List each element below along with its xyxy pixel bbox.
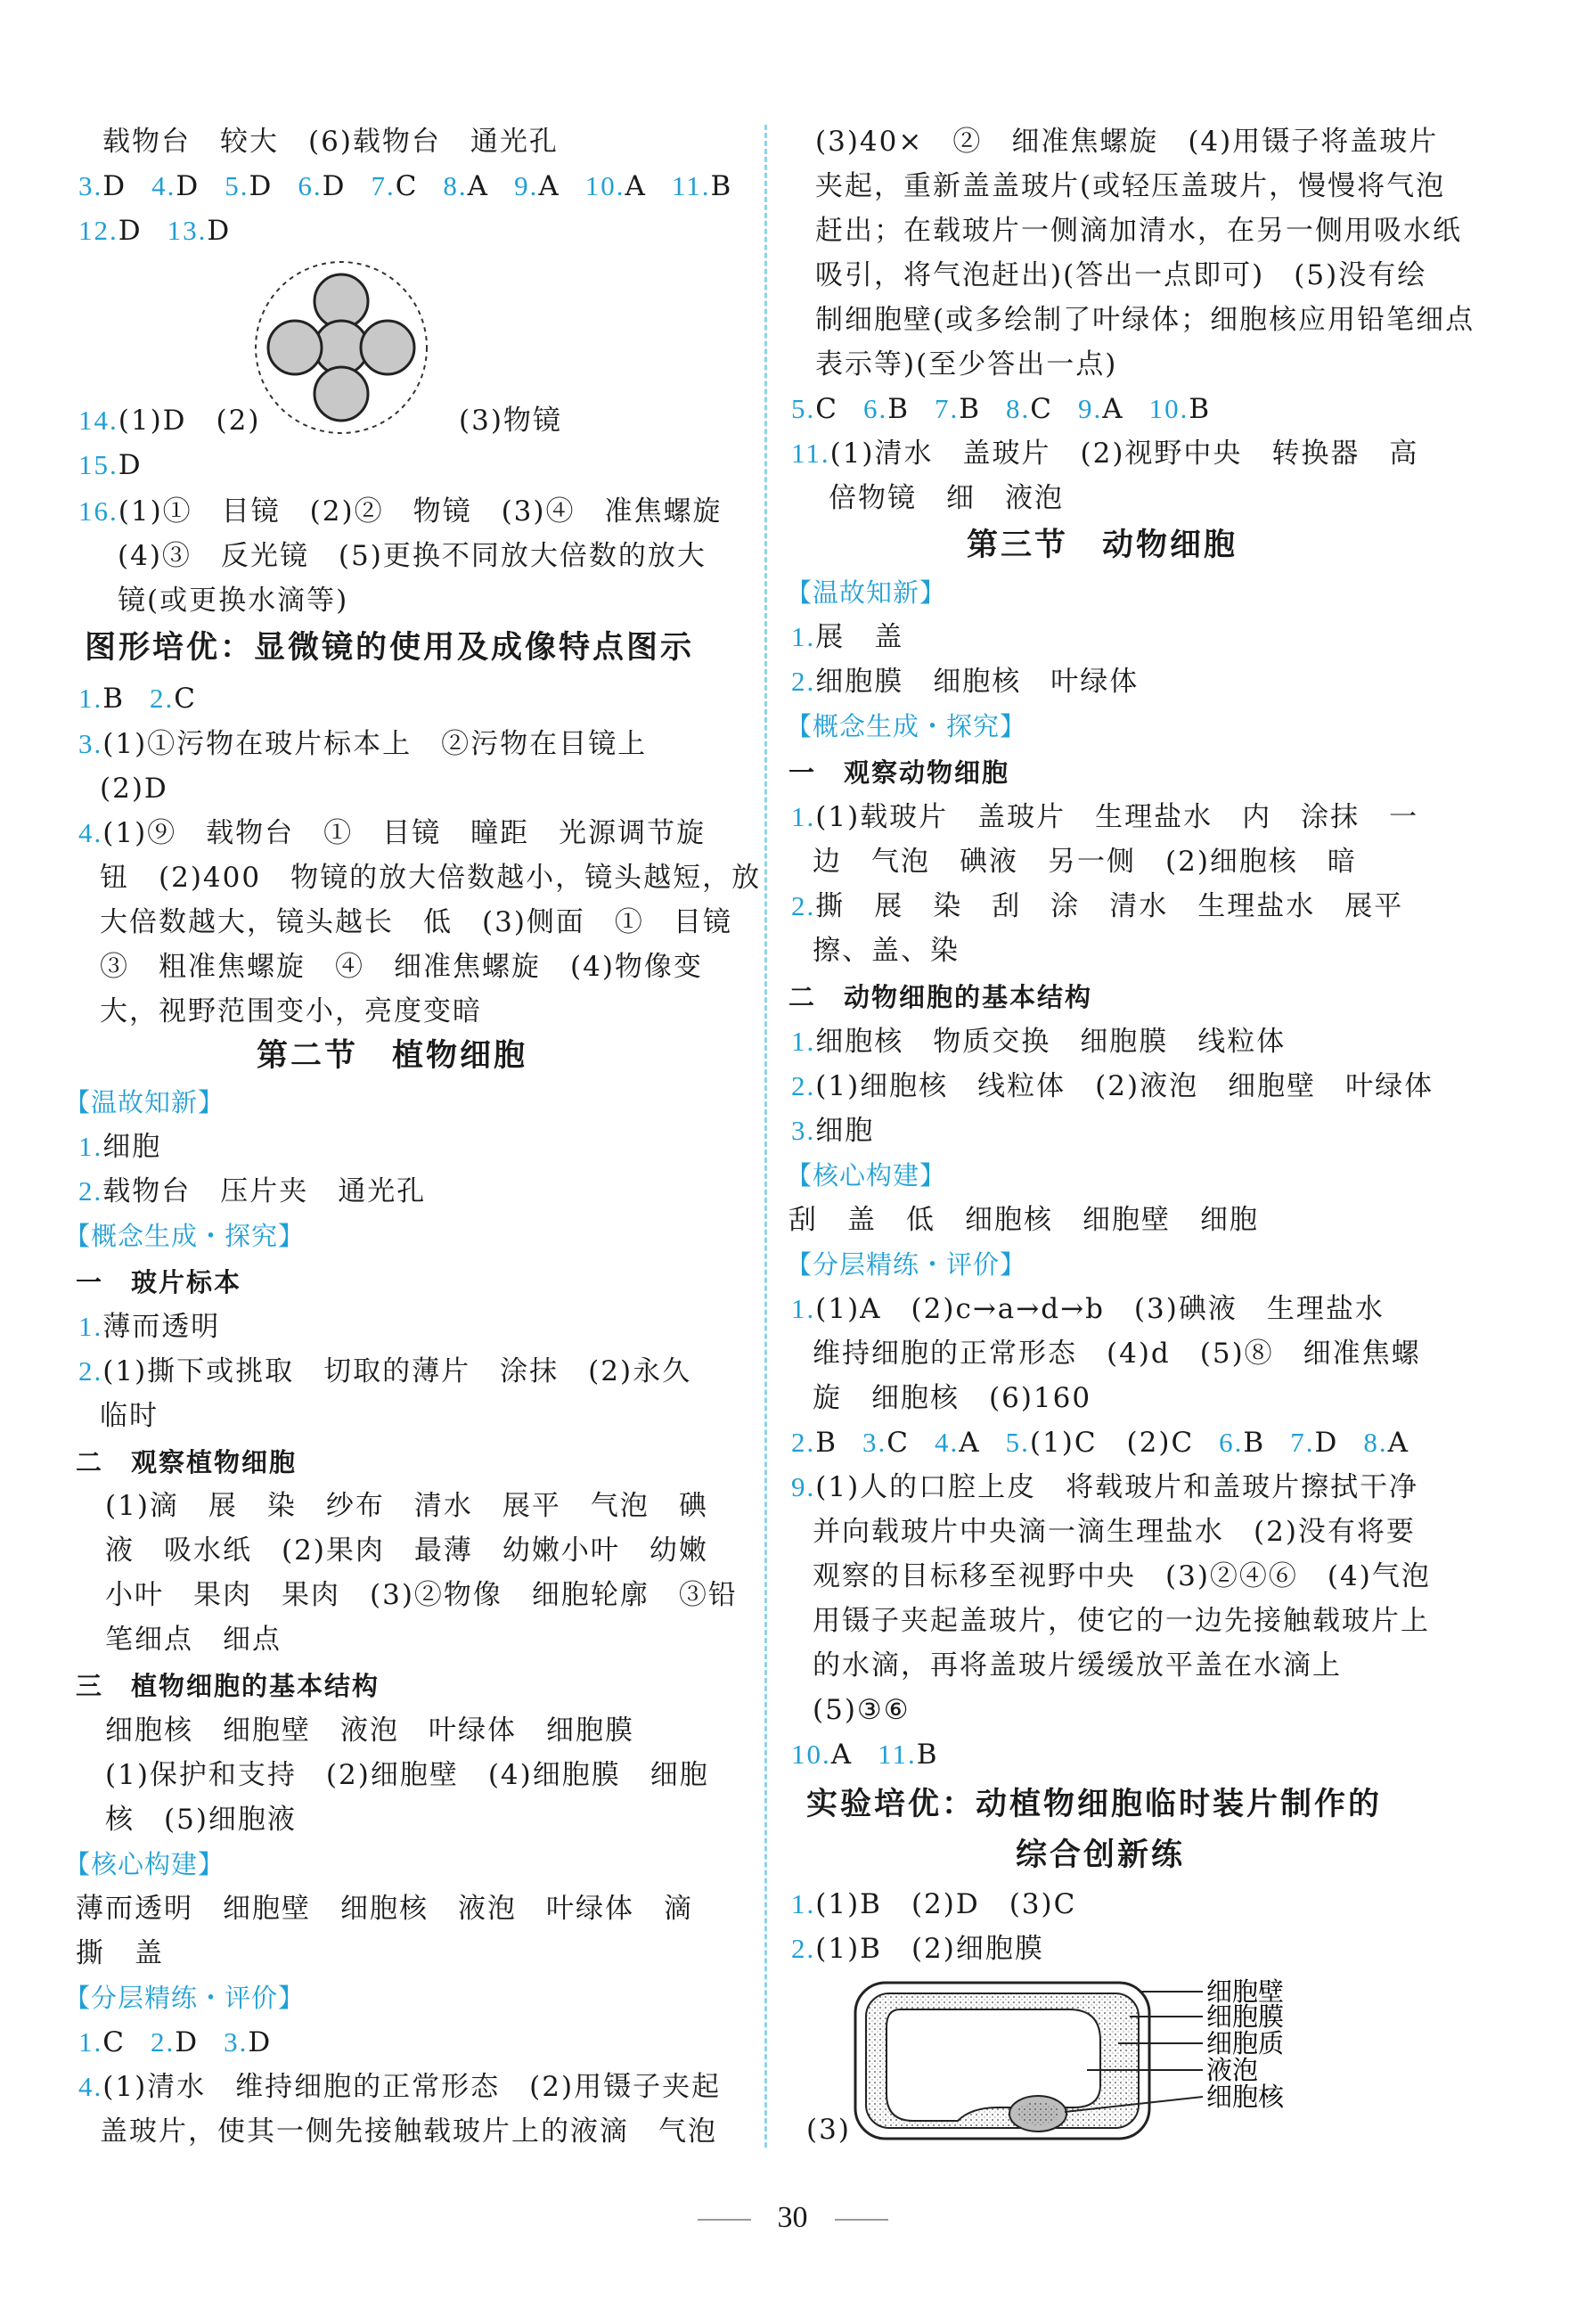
answer-line: (3)40× ② 细准焦螺旋 (4)用镊子将盖玻片	[815, 126, 1439, 158]
answer-line: 2.撕 展 染 刮 涂 清水 生理盐水 展平	[791, 890, 1404, 922]
answer-line: 制细胞壁(或多绘制了叶绿体；细胞核应用铅笔细点	[815, 304, 1475, 336]
experiment-section-title: 实验培优：动植物细胞临时装片制作的	[806, 1787, 1383, 1822]
answer-line: 表示等)(至少答出一点)	[815, 348, 1118, 381]
answer-line: 1.细胞	[78, 1131, 162, 1163]
answer-16: 16.(1)① 目镜 (2)② 物镜 (3)④ 准焦螺旋	[78, 495, 723, 528]
answer-line: 刮 盖 低 细胞核 细胞壁 细胞	[788, 1204, 1259, 1236]
answer-line: 夹起，重新盖盖玻片(或轻压盖玻片，慢慢将气泡	[815, 170, 1446, 202]
answer-line: 镜(或更换水滴等)	[118, 585, 349, 617]
answer-line: 观察的目标移至视野中央 (3)②④⑥ (4)气泡	[813, 1560, 1431, 1592]
answer-line: 维持细胞的正常形态 (4)d (5)⑧ 细准焦螺	[813, 1338, 1421, 1370]
subheading: 一 观察动物细胞	[788, 757, 1010, 788]
subheading: 二 动物细胞的基本结构	[788, 982, 1093, 1012]
label-nucleus: 细胞核	[1206, 2082, 1285, 2112]
answer-line: 细胞核 细胞壁 液泡 叶绿体 细胞膜	[105, 1714, 634, 1747]
page-number: 30	[777, 2201, 808, 2234]
answer-line: 大，视野范围变小，亮度变暗	[100, 995, 482, 1027]
experiment-section-title-line2: 综合创新练	[1016, 1837, 1186, 1873]
answer-line: (1)保护和支持 (2)细胞壁 (4)细胞膜 细胞	[105, 1759, 709, 1791]
answer-line: 3.细胞	[791, 1115, 875, 1147]
answer-15: 15.D	[78, 449, 143, 481]
answer-line: 液 吸水纸 (2)果肉 最薄 幼嫩小叶 幼嫩	[105, 1534, 708, 1567]
answer-line: 盖玻片，使其一侧先接触载玻片上的液滴 气泡	[100, 2115, 717, 2148]
answer-line: (3)	[806, 2114, 851, 2146]
answer-line: 倍物镜 细 液泡	[829, 482, 1064, 514]
footer-rule-left	[698, 2219, 751, 2221]
section-title-animal-cell: 第三节 动物细胞	[967, 528, 1238, 563]
answer-line: (1)滴 展 染 纱布 清水 展平 气泡 碘	[105, 1490, 708, 1522]
answer-line: 赶出；在载玻片一侧滴加清水，在另一侧用吸水纸	[815, 215, 1462, 247]
answer-line: 并向载玻片中央滴一滴生理盐水 (2)没有将要	[813, 1516, 1416, 1548]
subheading: 一 玻片标本	[76, 1267, 242, 1297]
answer-line: (2)D	[100, 773, 168, 805]
answer-line: 旋 细胞核 (6)160	[813, 1382, 1092, 1414]
answer-line: 吸引，将气泡赶出)(答出一点即可) (5)没有绘	[815, 259, 1427, 291]
tag-core: 【核心构建】	[786, 1160, 947, 1191]
answer-4: 4.(1)⑨ 载物台 ① 目镜 瞳距 光源调节旋	[78, 817, 707, 849]
tag-layer: 【分层精练・评价】	[64, 1983, 306, 2013]
answer-line: 2.细胞膜 细胞核 叶绿体	[791, 666, 1140, 698]
label-cytoplasm: 细胞质	[1206, 2028, 1285, 2058]
answer-line: 1.薄而透明	[78, 1311, 221, 1343]
tag-concept: 【概念生成・探究】	[786, 711, 1027, 741]
answer-list-12-13: 12.D 13.D	[78, 215, 232, 247]
answer-line: (4)③ 反光镜 (5)更换不同放大倍数的放大	[118, 540, 707, 572]
answer-list: 10.A 11.B	[791, 1739, 939, 1771]
answer-line: 笔细点 细点	[105, 1624, 282, 1656]
label-cell-wall: 细胞壁	[1206, 1976, 1285, 2007]
answer-line: 边 气泡 碘液 另一侧 (2)细胞核 暗	[813, 846, 1357, 878]
label-cell-membrane: 细胞膜	[1206, 2001, 1285, 2032]
answer-line: 的水滴，再将盖玻片缓缓放平盖在水滴上	[813, 1649, 1342, 1682]
answer-1: 1.(1)A (2)c→a→d→b (3)碘液 生理盐水	[791, 1293, 1385, 1325]
answer-line: 2.载物台 压片夹 通光孔	[78, 1175, 427, 1207]
answer-line: 临时	[100, 1400, 159, 1432]
answer-line: 钮 (2)400 物镜的放大倍数越小，镜头越短，放	[100, 862, 762, 894]
label-vacuole: 液泡	[1206, 2055, 1259, 2085]
answer-list: 1.C 2.D 3.D	[78, 2026, 273, 2058]
answer-9: 9.(1)人的口腔上皮 将载玻片和盖玻片擦拭干净	[791, 1471, 1419, 1503]
plant-cell-diagram	[846, 1974, 1310, 2152]
answer-line: 1.细胞核 物质交换 细胞膜 线粒体	[791, 1026, 1287, 1058]
subheading: 三 植物细胞的基本结构	[76, 1671, 380, 1701]
answer-line: 大倍数越大，镜头越长 低 (3)侧面 ① 目镜	[100, 906, 732, 938]
footer-rule-right	[835, 2219, 888, 2221]
answer-14: 14.(1)D (2)	[78, 405, 261, 437]
answer-line: 1.(1)载玻片 盖玻片 生理盐水 内 涂抹 一	[791, 801, 1419, 833]
answer-line: 1.展 盖	[791, 621, 904, 653]
answer-list-3-11: 3.D 4.D 5.D 6.D 7.C 8.A 9.A 10.A 11.B	[78, 170, 733, 202]
answer-list-5-10: 5.C 6.B 7.B 8.C 9.A 10.B	[791, 393, 1212, 425]
tag-review: 【温故知新】	[786, 577, 947, 608]
answer-line: 小叶 果肉 果肉 (3)②物像 细胞轮廓 ③铅	[105, 1579, 738, 1611]
answer-line: 用镊子夹起盖玻片，使它的一边先接触载玻片上	[813, 1605, 1430, 1637]
answer-1: 1.(1)B (2)D (3)C	[791, 1888, 1077, 1920]
tag-concept: 【概念生成・探究】	[64, 1221, 306, 1251]
answer-line: 撕 盖	[76, 1937, 164, 1969]
answer-line: 载物台 较大 (6)载物台 通光孔	[102, 126, 559, 158]
answer-line: 2.(1)撕下或挑取 切取的薄片 涂抹 (2)永久	[78, 1355, 692, 1387]
tag-layer: 【分层精练・评价】	[786, 1249, 1027, 1280]
column-divider	[764, 125, 767, 2148]
page-footer	[0, 2201, 1585, 2235]
answer-2: 2.(1)B (2)细胞膜	[791, 1933, 1044, 1965]
answer-line: ③ 粗准焦螺旋 ④ 细准焦螺旋 (4)物像变	[100, 951, 703, 983]
answer-line: (5)③⑥	[813, 1694, 911, 1726]
answer-list-2-8: 2.B 3.C 4.A 5.(1)C (2)C 6.B 7.D 8.A	[791, 1427, 1409, 1459]
answer-3: 3.(1)①污物在玻片标本上 ②污物在目镜上	[78, 728, 648, 760]
answer-line: 薄而透明 细胞壁 细胞核 液泡 叶绿体 滴	[76, 1893, 693, 1925]
answer-line: 2.(1)细胞核 线粒体 (2)液泡 细胞壁 叶绿体	[791, 1070, 1434, 1102]
tag-core: 【核心构建】	[64, 1849, 225, 1879]
answer-list: 1.B 2.C	[78, 683, 198, 715]
answer-11: 11.(1)清水 盖玻片 (2)视野中央 转换器 高	[791, 438, 1419, 470]
figure-section-title: 图形培优：显微镜的使用及成像特点图示	[85, 630, 695, 666]
tag-review: 【温故知新】	[64, 1087, 225, 1117]
field-of-view-figure	[249, 258, 437, 437]
section-title-plant-cell: 第二节 植物细胞	[257, 1038, 528, 1074]
subheading: 二 观察植物细胞	[76, 1447, 298, 1477]
answer-4: 4.(1)清水 维持细胞的正常形态 (2)用镊子夹起	[78, 2071, 722, 2103]
answer-line: 核 (5)细胞液	[105, 1804, 297, 1836]
answer-14-part3: (3)物镜	[459, 405, 562, 437]
answer-line: 擦、盖、染	[813, 935, 960, 967]
